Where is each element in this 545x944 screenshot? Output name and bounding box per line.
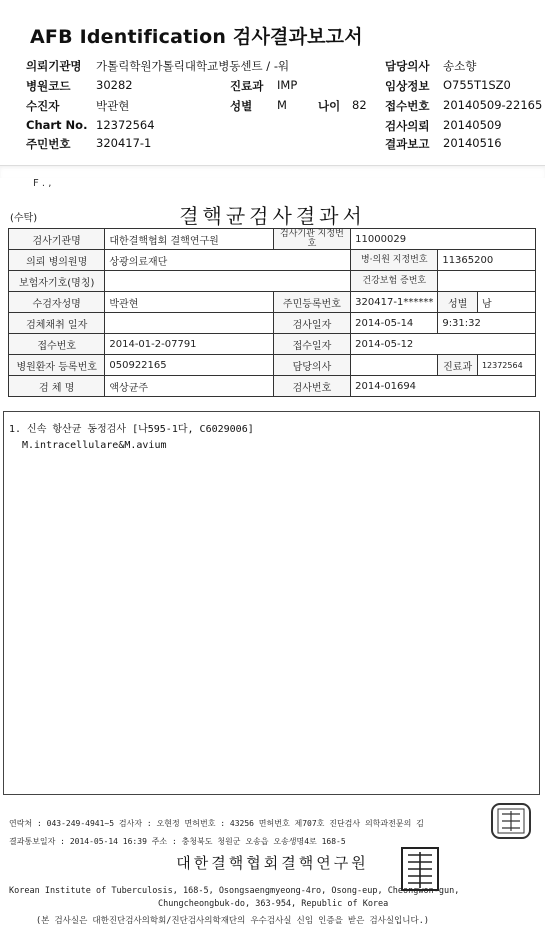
label-age: 나이	[318, 99, 341, 113]
cell-label: 검사일자	[273, 313, 351, 334]
result-test-line: 1. 신속 항산균 동정검사 [나595-1다, C6029006]	[9, 424, 254, 435]
results-box	[3, 411, 540, 795]
cell-value: 320417-1******	[351, 292, 438, 313]
cell-label: 검 체 명	[9, 376, 105, 397]
footer-certification-note: (본 검사실은 대한진단검사의학회/진단검사의학재단의 우수검사실 신임 인증을 받은 검사실입니다.)	[36, 916, 429, 926]
cell-value: 남	[477, 292, 535, 313]
cell-value: 050922165	[105, 355, 273, 376]
value-test-request: 20140509	[443, 118, 502, 132]
cell-value: 액상균주	[105, 376, 273, 397]
cell-value: 9:31:32	[438, 313, 536, 334]
cell-label: 병원환자 등록번호	[9, 355, 105, 376]
cell-label: 주민등록번호	[273, 292, 351, 313]
report-table	[8, 228, 536, 397]
label-test-request: 검사의뢰	[385, 119, 430, 133]
cell-label: 의뢰 병의원명	[9, 250, 105, 271]
scan-mark: F . ,	[33, 178, 52, 189]
table-row	[9, 292, 536, 313]
label-result-report: 결과보고	[385, 137, 430, 151]
cell-value: 대한결핵협회 결핵연구원	[105, 229, 273, 250]
label-reception-no: 접수번호	[385, 99, 430, 113]
label-resident-no: 주민번호	[26, 137, 71, 151]
cell-value: 2014-05-14	[351, 313, 438, 334]
cell-label: 수검자성명	[9, 292, 105, 313]
table-row	[9, 376, 536, 397]
value-requesting-institution: 가톨릭학원가톨릭대학교병동센트 / -워	[96, 59, 290, 73]
cell-value: 2014-05-12	[351, 334, 536, 355]
label-patient: 수진자	[26, 99, 60, 113]
cell-label: 검사기관 지정번호	[273, 229, 351, 250]
value-clinical-info: O755T1SZ0	[443, 78, 511, 92]
scan-report-title: 결핵균검사결과서	[179, 204, 366, 228]
label-doctor: 담당의사	[385, 59, 430, 73]
cell-value: 12372564	[477, 355, 535, 376]
footer-address-en-2: Chungcheongbuk-do, 363-954, Republic of Korea	[158, 899, 389, 909]
value-resident-no: 320417-1	[96, 136, 152, 150]
cell-value	[351, 355, 438, 376]
value-doctor: 송소향	[443, 59, 477, 73]
cell-label: 건강보험 증번호	[351, 271, 438, 292]
cell-label: 진료과	[438, 355, 478, 376]
cell-value: 2014-01694	[351, 376, 536, 397]
footer-address-en-1: Korean Institute of Tuberculosis, 168-5, Osongsaengmyeong-4ro, Osong-eup, Cheongwon-gun,	[9, 886, 460, 896]
cell-value: 박관현	[105, 292, 273, 313]
label-sex: 성별	[230, 99, 253, 113]
cell-label: 접수번호	[9, 334, 105, 355]
header-row-1	[26, 58, 82, 74]
divider	[0, 165, 545, 178]
cell-label: 검사기관명	[9, 229, 105, 250]
cell-label: 담당의사	[273, 355, 351, 376]
table-row	[9, 250, 536, 271]
cell-label: 접수일자	[273, 334, 351, 355]
seal-stamp-icon	[490, 802, 532, 840]
institute-name: 대한결핵협회결핵연구원	[176, 854, 369, 872]
cell-value	[105, 271, 351, 292]
label-clinical-info: 임상정보	[385, 79, 430, 93]
label-department: 진료과	[230, 79, 264, 93]
cell-label: 보험자기호(명칭)	[9, 271, 105, 292]
cell-value	[105, 313, 273, 334]
cell-label: 성별	[438, 292, 478, 313]
cell-value: 11000029	[351, 229, 536, 250]
value-chart-no: 12372564	[96, 118, 155, 132]
value-result-report: 20140516	[443, 136, 502, 150]
table-row	[9, 229, 536, 250]
cell-label: 검사번호	[273, 376, 351, 397]
value-patient: 박관현	[96, 99, 130, 113]
cell-label: 검체채취 일자	[9, 313, 105, 334]
result-organism: M.intracellulare&M.avium	[22, 440, 167, 451]
report-title: AFB Identification 검사결과보고서	[30, 26, 363, 48]
table-row	[9, 271, 536, 292]
value-department: IMP	[277, 78, 298, 92]
footer-contact: 연락처 : 043-249-4941~5 검사자 : 오현정 면허번호 : 43256 면허번호 제707호 진단검사 의학과전문의 김	[9, 819, 424, 828]
table-row	[9, 355, 536, 376]
cell-value	[438, 271, 536, 292]
cell-label: 병·의원 지정번호	[351, 250, 438, 271]
table-row	[9, 334, 536, 355]
value-reception-no: 20140509-22165	[443, 98, 543, 112]
value-hospital-code: 30282	[96, 78, 133, 92]
value-age: 82	[352, 98, 367, 112]
label-chart-no: Chart No.	[26, 118, 88, 132]
cell-value: 상광의료재단	[105, 250, 351, 271]
consignment-tag: (수탁)	[10, 213, 38, 224]
footer-date-address: 결과통보일자 : 2014-05-14 16:39 주소 : 충청북도 청원군 오송읍 오송생명4로 168-5	[9, 837, 346, 846]
value-sex: M	[277, 98, 287, 112]
cell-value: 2014-01-2-07791	[105, 334, 273, 355]
label-requesting-institution: 의뢰기관명	[26, 59, 82, 73]
label-hospital-code: 병원코드	[26, 79, 71, 93]
cell-value: 11365200	[438, 250, 536, 271]
table-row	[9, 313, 536, 334]
